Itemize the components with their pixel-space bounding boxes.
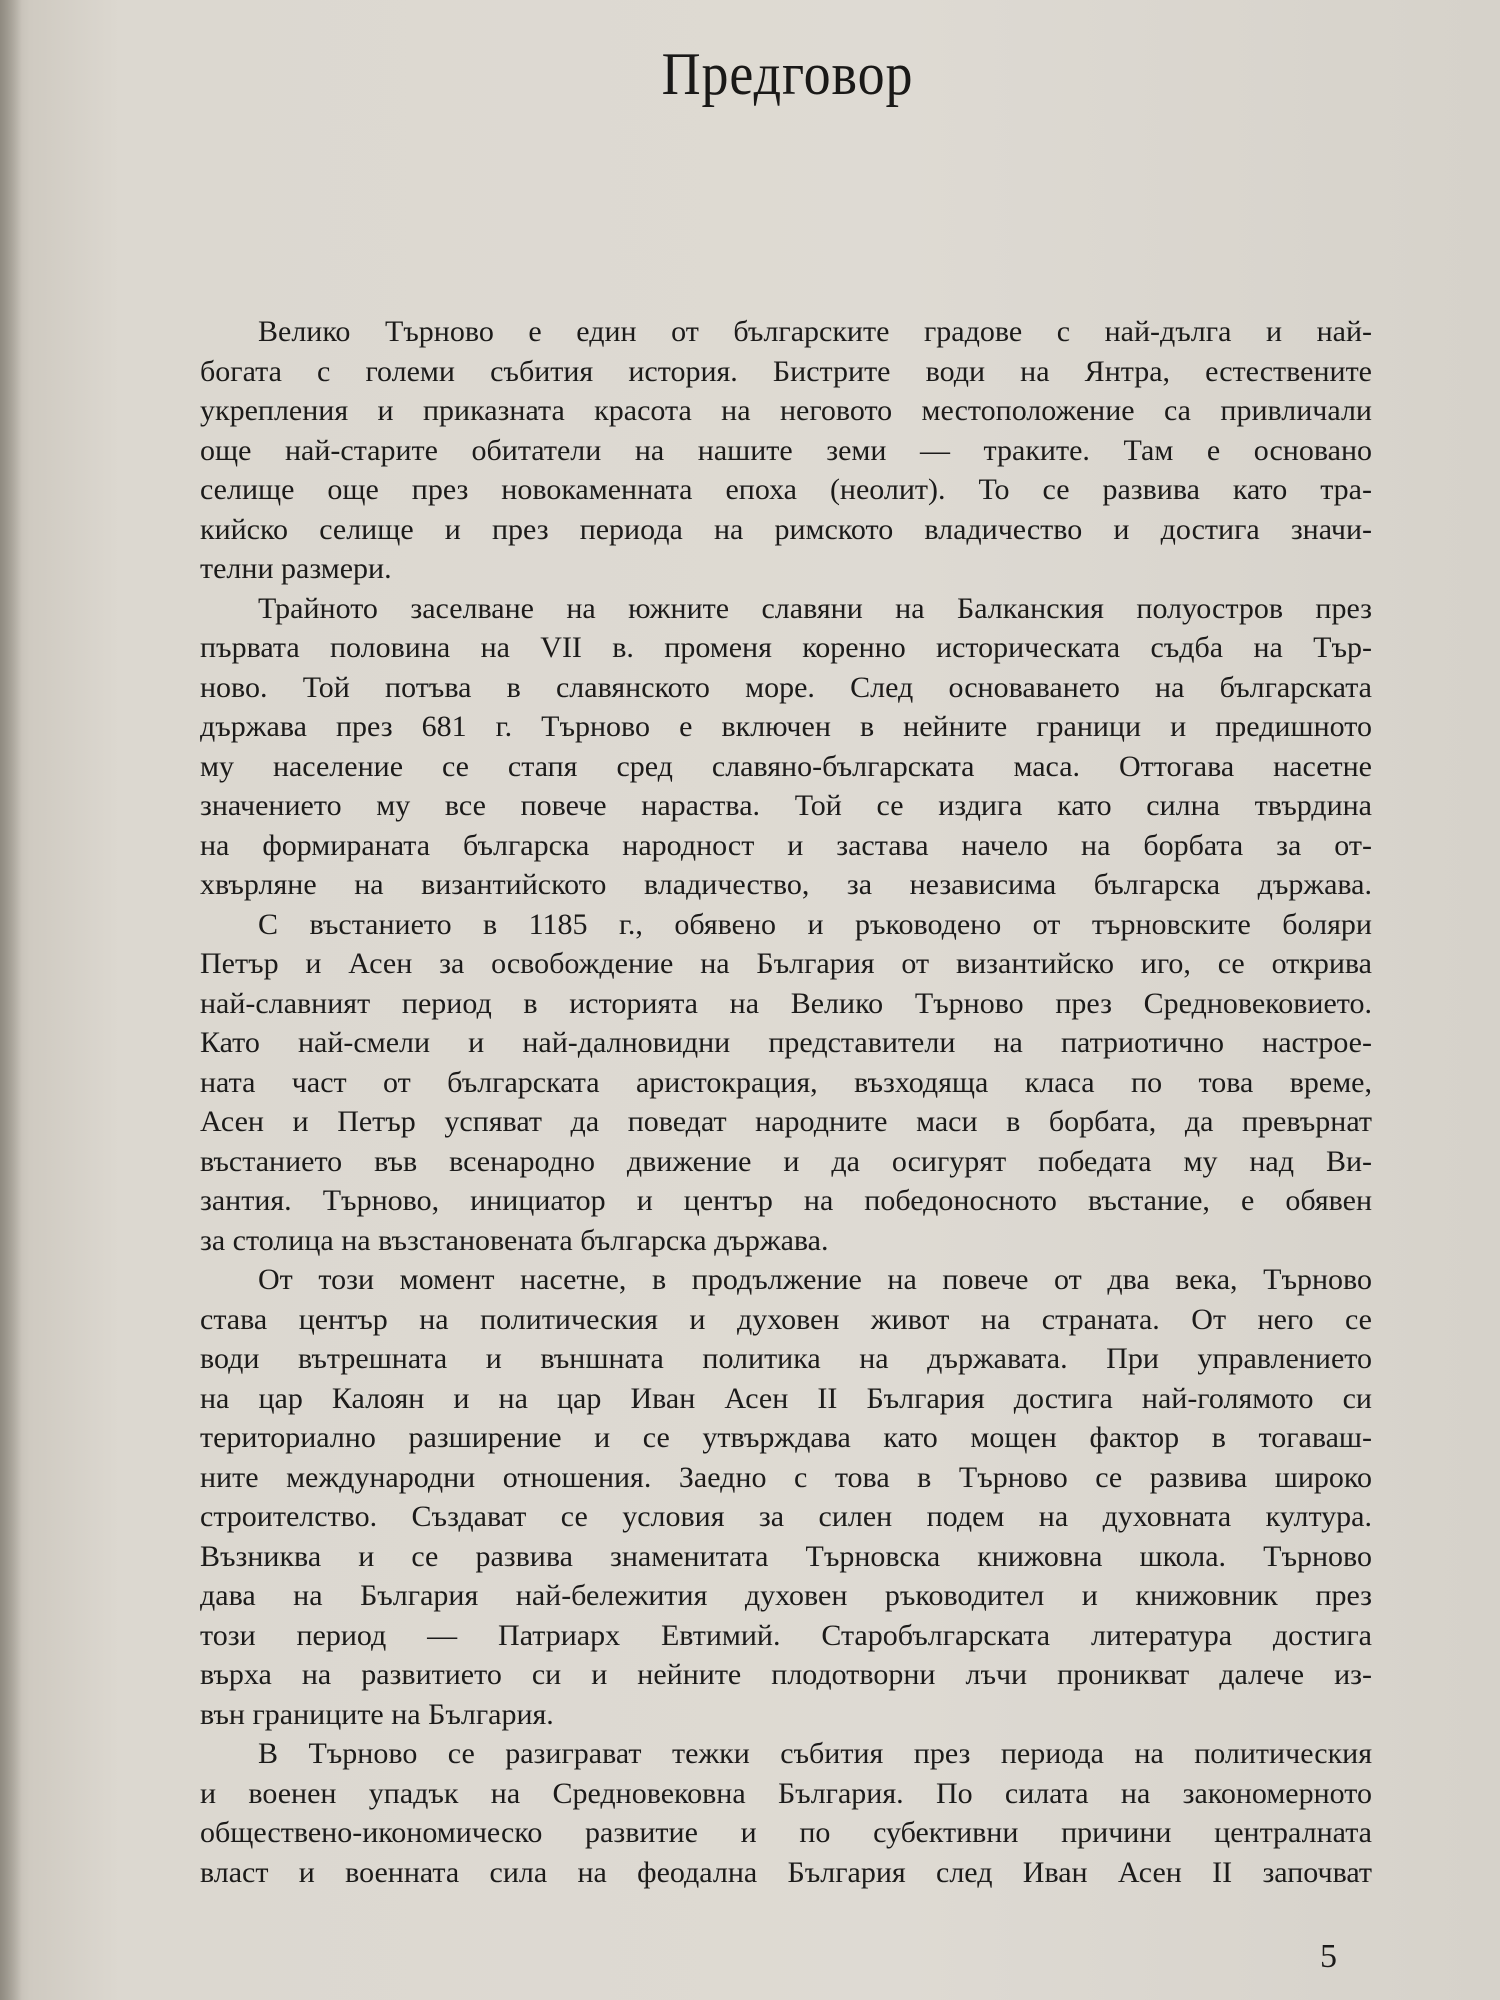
text-line: значението му все повече нараства. Той се издига като силна твърдина — [200, 789, 1372, 822]
text-line: богата с големи събития история. Бистрите води на Янтра, естествените — [200, 354, 1372, 388]
text-line: този период — Патриарх Евтимий. Старобългарската литература достига — [200, 1618, 1372, 1652]
text-line: строителство. Създават се условия за силен подем на духовната култура. — [200, 1500, 1372, 1533]
book-gutter-shadow — [0, 0, 22, 2000]
text-line: власт и военната сила на феодална България след Иван Асен II започват — [200, 1855, 1372, 1889]
page-number: 5 — [1320, 1938, 1337, 1975]
text-line: въстанието във всенародно движение и да осигурят победата му над Ви- — [200, 1144, 1372, 1178]
paragraph — [200, 905, 1372, 1261]
text-line: става център на политическия и духовен живот на страната. От него се — [200, 1302, 1372, 1336]
text-line: най-славният период в историята на Велико Търново през Средновековието. — [200, 986, 1372, 1020]
text-line: първата половина на VII в. променя коренно историческата съдба на Тър- — [200, 631, 1372, 664]
text-line: Велико Търново е един от българските градове с най-дълга и най- — [258, 315, 1372, 348]
text-line: Като най-смели и най-далновидни представители на патриотично настрое- — [200, 1026, 1372, 1059]
text-line: ната част от българската аристокрация, възходяща класа по това време, — [200, 1065, 1372, 1099]
paragraph — [200, 589, 1372, 905]
text-line: държава през 681 г. Търново е включен в нейните граници и предишното — [200, 710, 1372, 743]
text-line: вън границите на България. — [200, 1697, 554, 1731]
text-line: Асен и Петър успяват да поведат народните маси в борбата, да превърнат — [200, 1105, 1372, 1138]
text-line: му население се стапя сред славяно-българската маса. Оттогава насетне — [200, 749, 1372, 783]
page-title: Предговор — [661, 41, 914, 107]
text-line: Възниква и се развива знаменитата Търновска книжовна школа. Търново — [200, 1539, 1372, 1573]
text-line: хвърляне на византийското владичество, за независима българска държава. — [200, 868, 1372, 901]
text-line: Трайното заселване на южните славяни на Балканския полуостров през — [258, 591, 1372, 625]
paragraph — [200, 312, 1372, 589]
body-text — [200, 312, 1372, 1892]
text-line: обществено-икономическо развитие и по субективни причини централната — [200, 1816, 1372, 1849]
text-line: териториално разширение и се утвърждава като мощен фактор в тогаваш- — [200, 1421, 1372, 1454]
text-line: на цар Калоян и на цар Иван Асен II България достига най-голямото си — [200, 1381, 1372, 1415]
text-line: От този момент насетне, в продължение на повече от два века, Търново — [258, 1263, 1372, 1296]
text-line: за столица на възстановената българска държава. — [200, 1223, 829, 1257]
text-line: кийско селище и през периода на римското владичество и достига значи- — [200, 512, 1372, 546]
text-line: Петър и Асен за освобождение на България от византийско иго, се открива — [200, 947, 1372, 980]
text-line: С въстанието в 1185 г., обявено и ръководено от търновските боляри — [258, 907, 1372, 941]
text-line: на формираната българска народност и застава начело на борбата за от- — [200, 828, 1372, 862]
paragraph — [200, 1734, 1372, 1892]
text-line: селище още през новокаменната епоха (неолит). То се развива като тра- — [200, 473, 1372, 506]
text-line: ните международни отношения. Заедно с това в Търново се развива широко — [200, 1460, 1372, 1494]
paragraph — [200, 1260, 1372, 1734]
text-line: дава на България най-бележития духовен ръководител и книжовник през — [200, 1579, 1372, 1612]
text-line: телни размери. — [200, 552, 392, 585]
text-line: В Търново се разиграват тежки събития през периода на политическия — [258, 1737, 1372, 1770]
text-line: и военен упадък на Средновековна България. По силата на закономерното — [200, 1776, 1372, 1810]
text-line: върха на развитието си и нейните плодотворни лъчи проникват далече из- — [200, 1658, 1372, 1691]
text-line: още най-старите обитатели на нашите земи — траките. Там е основано — [200, 433, 1372, 467]
text-line: води вътрешната и външната политика на държавата. При управлението — [200, 1342, 1372, 1375]
text-line: укрепления и приказната красота на неговото местоположение са привличали — [200, 394, 1372, 427]
text-line: зантия. Търново, инициатор и център на победоносното въстание, е обявен — [200, 1184, 1372, 1217]
text-line: ново. Той потъва в славянското море. След основаването на българската — [200, 670, 1372, 704]
